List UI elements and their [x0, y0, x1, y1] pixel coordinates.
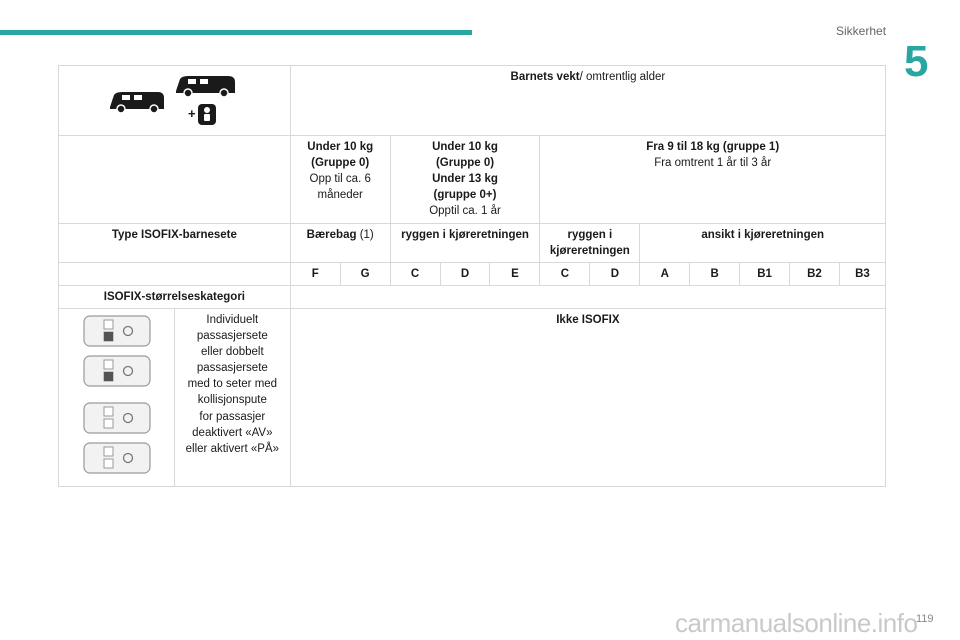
group-0-cell — [290, 136, 390, 223]
group-line: Under 10 kg — [432, 141, 498, 154]
size-class-cell: B — [690, 262, 740, 285]
group-0plus-cell — [390, 136, 540, 223]
van-icons — [104, 69, 244, 127]
page-number: 119 — [916, 613, 934, 625]
watermark: carmanualsonline.info — [675, 608, 918, 638]
section-title: Sikkerhet — [836, 24, 887, 38]
size-class-cell: B1 — [740, 262, 790, 285]
size-class-cell: G — [340, 262, 390, 285]
size-class-cell: B2 — [790, 262, 840, 285]
seat-desc-line: for passasjer — [199, 410, 266, 423]
groups-row — [59, 136, 886, 223]
carrycot-cell — [290, 223, 390, 262]
size-class-cell: E — [490, 262, 540, 285]
group-line: Fra 9 til 18 kg (gruppe 1) — [646, 141, 780, 154]
forward-facing-cell: ansikt i kjøreretningen — [640, 223, 886, 262]
empty-cell — [290, 285, 885, 308]
van-icon — [176, 76, 235, 97]
group-line: måneder — [317, 189, 363, 202]
rear-facing-cell: ryggen i kjøreretningen — [540, 223, 640, 262]
group-line: Opp til ca. 6 — [309, 173, 371, 186]
seat-description-cell — [174, 308, 290, 486]
carrycot-note: (1) — [356, 228, 374, 241]
svg-text:+: + — [188, 106, 196, 121]
empty-cell — [59, 136, 291, 223]
seat-desc-line: med to seter med — [187, 378, 278, 391]
types-row — [59, 223, 886, 262]
size-class-cell: D — [590, 262, 640, 285]
isofix-table — [58, 65, 886, 487]
group-line: (Gruppe 0) — [435, 157, 495, 170]
size-category-label: ISOFIX-størrelseskategori — [59, 285, 291, 308]
group-line: (Gruppe 0) — [311, 157, 370, 170]
size-class-cell: D — [440, 262, 490, 285]
size-class-cell: F — [290, 262, 340, 285]
rear-facing-cell: ryggen i kjøreretningen — [390, 223, 540, 262]
weight-label: Barnets vekt — [510, 71, 580, 83]
seat-desc-line: deaktivert «AV» — [192, 426, 273, 439]
size-class-cell: A — [640, 262, 690, 285]
seat-desc-line: kollisjonspute — [197, 394, 267, 407]
group-1-cell — [540, 136, 886, 223]
age-label: / omtrentlig alder — [579, 71, 666, 83]
size-class-cell: C — [540, 262, 590, 285]
group-line: Fra omtrent 1 år til 3 år — [654, 157, 772, 170]
type-label: Type ISOFIX-barnesete — [59, 223, 291, 262]
seat-desc-line: eller dobbelt — [201, 346, 264, 359]
size-category-row — [59, 285, 886, 308]
group-line: (gruppe 0+) — [433, 189, 497, 202]
size-class-cell: C — [390, 262, 440, 285]
size-class-cell: B3 — [839, 262, 885, 285]
vehicle-icon-cell — [59, 66, 291, 136]
seat-diagram-icon — [78, 312, 154, 478]
group-line: Opptil ca. 1 år — [429, 205, 501, 218]
van-icon — [110, 92, 164, 113]
seat-desc-line: Individuelt — [206, 313, 259, 326]
seat-row — [59, 308, 886, 486]
chapter-number: 5 — [904, 37, 929, 86]
header-row — [59, 66, 886, 136]
size-class-row — [59, 262, 886, 285]
weight-age-header — [290, 66, 885, 136]
group-line: Under 10 kg — [307, 141, 374, 154]
not-isofix-cell: Ikke ISOFIX — [290, 308, 885, 486]
seat-desc-line: eller aktivert «PÅ» — [185, 442, 279, 455]
seat-desc-line: passasjersete — [196, 330, 268, 343]
seat-desc-line: passasjersete — [196, 362, 268, 375]
carrycot-label: Bærebag — [306, 228, 357, 241]
header-accent-bar — [0, 30, 472, 35]
seat-diagram-cell — [59, 308, 175, 486]
child-seat-icon — [198, 104, 216, 125]
group-line: Under 13 kg — [432, 173, 498, 186]
empty-cell — [59, 262, 291, 285]
